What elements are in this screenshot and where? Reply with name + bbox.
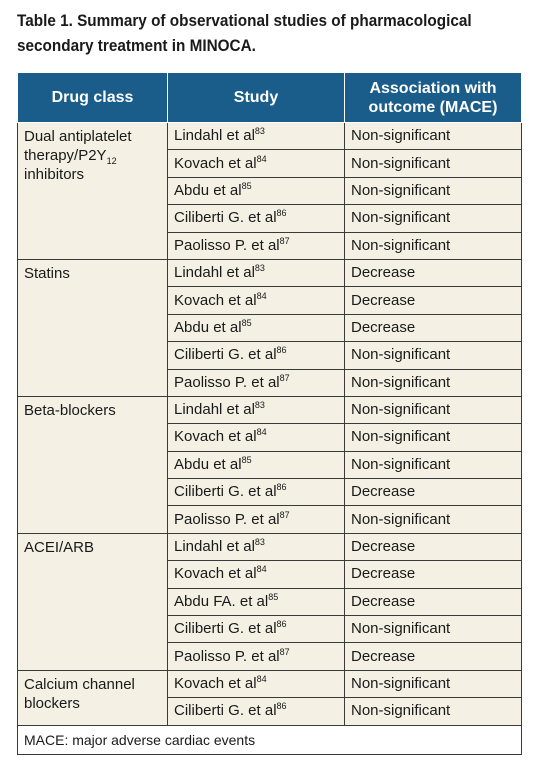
result-cell: Non-significant <box>345 177 522 204</box>
table-row <box>18 123 522 150</box>
result-cell: Decrease <box>345 479 522 506</box>
drug-class-cell: Calcium channel blockers <box>18 670 168 725</box>
result-cell: Non-significant <box>345 698 522 725</box>
header-row <box>18 73 522 123</box>
result-cell: Non-significant <box>345 396 522 423</box>
result-cell: Non-significant <box>345 451 522 478</box>
table-row <box>18 670 522 697</box>
study-cell: Ciliberti G. et $al^{86}$ <box>168 698 345 725</box>
result-cell: Decrease <box>345 314 522 341</box>
study-cell: Kovach et $al^{84}$ <box>168 287 345 314</box>
result-cell: Non-significant <box>345 232 522 259</box>
result-cell: Non-significant <box>345 670 522 697</box>
result-cell: Non-significant <box>345 205 522 232</box>
header-association: Association with outcome (MACE) <box>345 73 522 123</box>
result-cell: Decrease <box>345 287 522 314</box>
drug-class-cell: Statins <box>18 259 168 396</box>
header-study: Study <box>168 73 345 123</box>
result-cell: Non-significant <box>345 150 522 177</box>
study-cell: Kovach et $al^{84}$ <box>168 670 345 697</box>
study-cell: Lindahl et $al^{83}$ <box>168 533 345 560</box>
result-cell: Decrease <box>345 259 522 286</box>
footnote-row <box>18 725 522 754</box>
table-row <box>18 259 522 286</box>
study-cell: Lindahl et $al^{83}$ <box>168 123 345 150</box>
result-cell: Decrease <box>345 533 522 560</box>
study-cell: Kovach et $al^{84}$ <box>168 424 345 451</box>
study-cell: Paolisso P. et $al^{87}$ <box>168 369 345 396</box>
study-cell: Lindahl et $al^{83}$ <box>168 259 345 286</box>
result-cell: Decrease <box>345 561 522 588</box>
result-cell: Non-significant <box>345 616 522 643</box>
study-cell: Paolisso P. et $al^{87}$ <box>168 506 345 533</box>
drug-class-cell: Dual antiplatelet therapy/$P2Y_{12}$ inhibitors <box>18 123 168 260</box>
study-cell: Kovach et $al^{84}$ <box>168 561 345 588</box>
study-cell: Paolisso P. et $al^{87}$ <box>168 232 345 259</box>
studies-table <box>17 72 522 755</box>
result-cell: Non-significant <box>345 123 522 150</box>
study-cell: Abdu et $al^{85}$ <box>168 177 345 204</box>
drug-class-cell: ACEI/ARB <box>18 533 168 670</box>
study-cell: Kovach et $al^{84}$ <box>168 150 345 177</box>
result-cell: Non-significant <box>345 424 522 451</box>
table-caption: Table 1. Summary of observational studies of pharmacological secondary treatment in MINOCA. <box>17 11 472 55</box>
result-cell: Non-significant <box>345 369 522 396</box>
study-cell: Ciliberti G. et $al^{86}$ <box>168 205 345 232</box>
result-cell: Non-significant <box>345 506 522 533</box>
study-cell: Ciliberti G. et $al^{86}$ <box>168 479 345 506</box>
table-footnote: MACE: major adverse cardiac events <box>18 725 522 754</box>
table-row <box>18 396 522 423</box>
study-cell: Abdu et $al^{85}$ <box>168 451 345 478</box>
header-drug-class: Drug class <box>18 73 168 123</box>
study-cell: Ciliberti G. et $al^{86}$ <box>168 342 345 369</box>
study-cell: Ciliberti G. et $al^{86}$ <box>168 616 345 643</box>
study-cell: Lindahl et $al^{83}$ <box>168 396 345 423</box>
drug-class-cell: Beta-blockers <box>18 396 168 533</box>
study-cell: Abdu FA. et $al^{85}$ <box>168 588 345 615</box>
study-cell: Abdu et $al^{85}$ <box>168 314 345 341</box>
table-row <box>18 533 522 560</box>
result-cell: Non-significant <box>345 342 522 369</box>
result-cell: Decrease <box>345 588 522 615</box>
result-cell: Decrease <box>345 643 522 670</box>
study-cell: Paolisso P. et $al^{87}$ <box>168 643 345 670</box>
